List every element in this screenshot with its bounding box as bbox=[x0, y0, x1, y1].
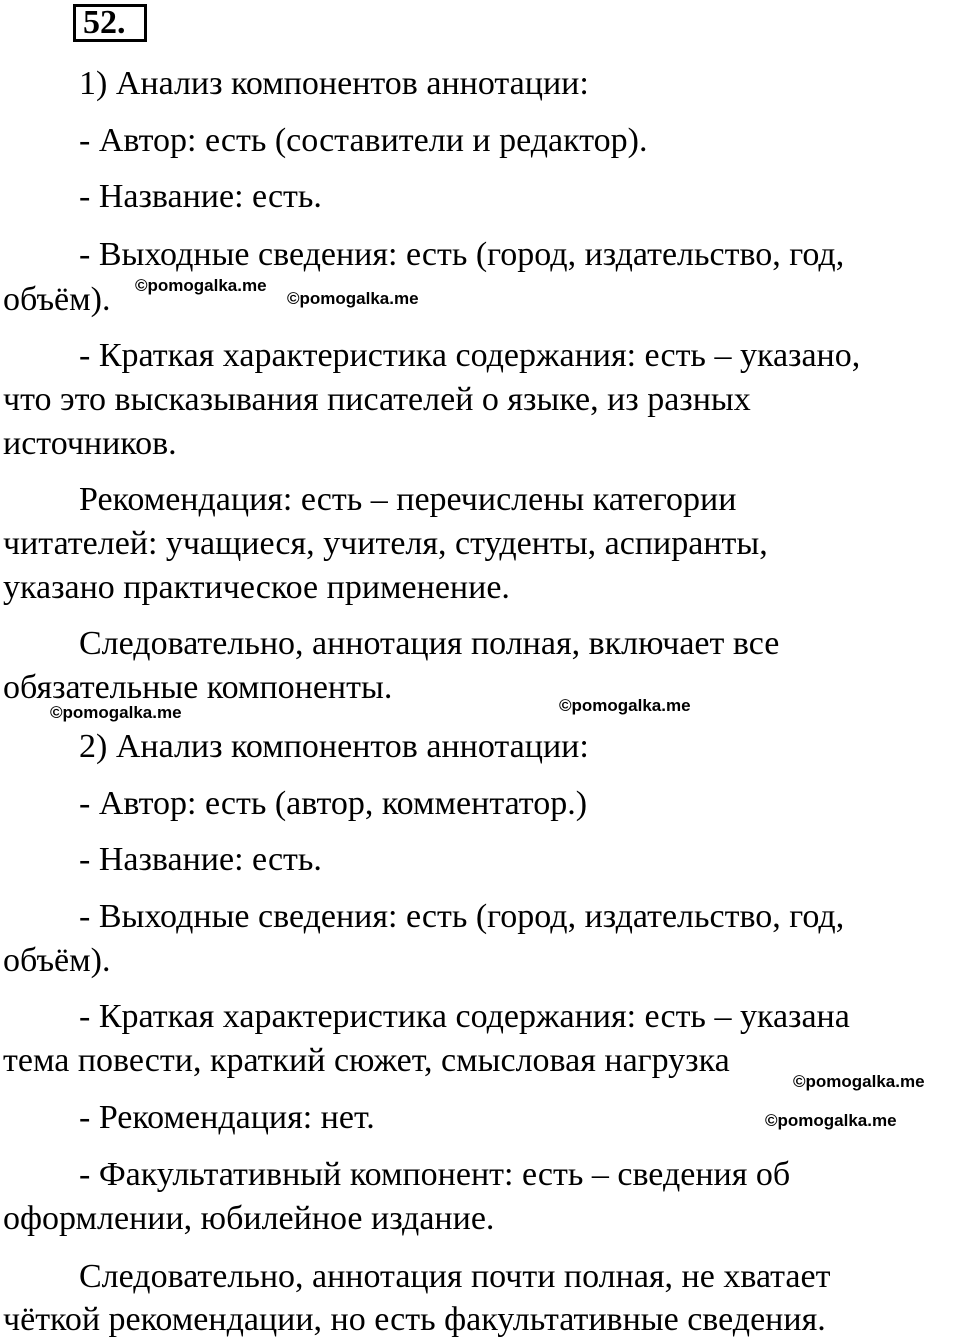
text-line: - Название: есть. bbox=[79, 178, 322, 215]
text-line: - Автор: есть (составители и редактор). bbox=[79, 122, 648, 159]
text-line: обязательные компоненты. bbox=[3, 669, 393, 706]
text-line: 1) Анализ компонентов аннотации: bbox=[79, 65, 589, 102]
text-line: указано практическое применение. bbox=[3, 569, 510, 606]
text-line: что это высказывания писателей о языке, из разных bbox=[3, 381, 751, 418]
text-line: Рекомендация: есть – перечислены категории bbox=[79, 481, 737, 518]
text-line: читателей: учащиеся, учителя, студенты, аспиранты, bbox=[3, 525, 768, 562]
text-line: объём). bbox=[3, 942, 111, 979]
watermark: ©pomogalka.me bbox=[559, 696, 691, 715]
text-line: источников. bbox=[3, 425, 177, 462]
text-line: - Факультативный компонент: есть – сведения об bbox=[79, 1156, 791, 1193]
watermark: ©pomogalka.me bbox=[793, 1072, 925, 1091]
text-line: - Автор: есть (автор, комментатор.) bbox=[79, 785, 588, 822]
text-line: - Краткая характеристика содержания: есть – указано, bbox=[79, 337, 861, 374]
text-line: Следовательно, аннотация полная, включает все bbox=[79, 625, 780, 662]
task-number: 52. bbox=[73, 4, 147, 42]
watermark: ©pomogalka.me bbox=[135, 276, 267, 295]
watermark: ©pomogalka.me bbox=[50, 703, 182, 722]
watermark: ©pomogalka.me bbox=[765, 1111, 897, 1130]
text-line: 2) Анализ компонентов аннотации: bbox=[79, 728, 589, 765]
text-line: объём). bbox=[3, 281, 111, 318]
watermark: ©pomogalka.me bbox=[287, 289, 419, 308]
text-line: чёткой рекомендации, но есть факультативные сведения. bbox=[3, 1301, 826, 1338]
text-line: - Выходные сведения: есть (город, издательство, год, bbox=[79, 898, 845, 935]
text-line: - Краткая характеристика содержания: есть – указана bbox=[79, 998, 850, 1035]
text-line: - Выходные сведения: есть (город, издательство, год, bbox=[79, 236, 845, 273]
text-line: - Название: есть. bbox=[79, 841, 322, 878]
text-line: - Рекомендация: нет. bbox=[79, 1099, 375, 1136]
text-line: оформлении, юбилейное издание. bbox=[3, 1200, 495, 1237]
text-line: тема повести, краткий сюжет, смысловая нагрузка bbox=[3, 1042, 730, 1079]
text-line: Следовательно, аннотация почти полная, не хватает bbox=[79, 1258, 831, 1295]
